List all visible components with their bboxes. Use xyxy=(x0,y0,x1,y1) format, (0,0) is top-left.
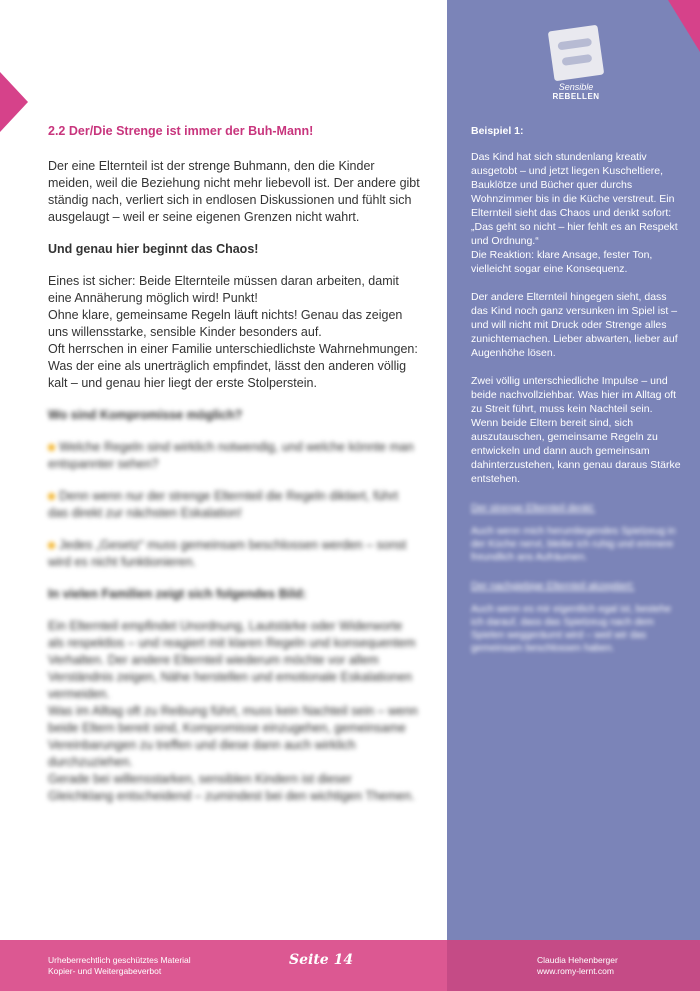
corner-decoration xyxy=(668,0,700,52)
subheading-compromise: Wo sind Kompromisse möglich? xyxy=(48,408,243,422)
example-paragraph-1: Das Kind hat sich stundenlang kreativ ausgetobt – und jetzt liegen Kuscheltiere, Bauklötze und Bücher quer durchs Wohnzimmer bis in die Küche verstreut. Ein Elternteil sieht das Chaos und denkt sofort: „Das geht so nicht – hier fehlt es an Respekt und Ordnung.“ xyxy=(471,151,678,247)
page-footer xyxy=(0,940,700,991)
paragraph-perceptions: Oft herrschen in einer Familie unterschiedlichste Wahrnehmungen: Was der eine als unerträglich empfindet, lässt den anderen völlig kalt – und genau hier liegt der erste Stolperstein. xyxy=(48,342,418,390)
main-content xyxy=(48,123,420,805)
copyright-line1: Urheberrechtlich geschütztes Material xyxy=(48,955,191,965)
subheading-families: In vielen Familien zeigt sich folgendes Bild: xyxy=(48,587,307,601)
left-arrow-decoration xyxy=(0,72,28,132)
author-name: Claudia Hehenberger xyxy=(537,955,618,965)
bullet-dot-icon xyxy=(48,444,55,451)
copyright-line2: Kopier- und Weitergabeverbot xyxy=(48,966,162,976)
lenient-parent-text: Auch wenn es mir eigentlich egal ist, bestehe ich darauf, dass das Spielzeug nach dem Spielen weggeräumt wird – weil wir das gemeinsam beschlossen haben. xyxy=(471,604,672,654)
logo-line1: Sensible xyxy=(558,82,594,92)
bullet-text-3: Jedes „Gesetz“ muss gemeinsam beschlossen werden – sonst wird es nicht funktionieren. xyxy=(48,538,407,569)
section-heading: 2.2 Der/Die Strenge ist immer der Buh-Mann! xyxy=(48,124,314,138)
bullet-dot-icon xyxy=(48,493,55,500)
paragraph-families: Ein Elternteil empfindet Unordnung, Lautstärke oder Widerworte als respektlos – und reagiert mit klaren Regeln und konsequentem Verhalten. Der andere Elternteil wiederum möchte vor allem Verständnis zeigen, Nähe herstellen und emotionale Eskalationen vermeiden. xyxy=(48,619,416,701)
example-paragraph-2: Der andere Elternteil hingegen sieht, dass das Kind noch ganz versunken im Spiel ist – und will nicht mit Druck oder Strenge alles zunichtemachen. Lieber abwarten, lieber auf Augenhöhe lösen. xyxy=(471,291,678,359)
example-reaction: Die Reaktion: klare Ansage, fester Ton, vielleicht sogar eine Konsequenz. xyxy=(471,249,653,275)
sidebar-content xyxy=(471,124,681,655)
strict-parent-text: Auch wenn mich herumliegendes Spielzeug in der Küche nervt, bleibe ich ruhig und erinnere freundlich ans Aufräumen. xyxy=(471,526,676,563)
lenient-parent-heading: Der nachgiebige Elternteil akzeptiert: xyxy=(471,581,635,592)
page-number: Seite 14 xyxy=(289,952,354,968)
subheading-chaos: Und genau hier beginnt das Chaos! xyxy=(48,242,259,256)
paragraph-strong-willed: Gerade bei willensstarken, sensiblen Kindern ist dieser Gleichklang entscheidend – zumindest bei den wichtigen Themen. xyxy=(48,772,415,803)
strict-parent-heading: Der strenge Elternteil denkt: xyxy=(471,503,595,514)
author-website: www.romy-lernt.com xyxy=(537,966,614,976)
copyright-notice xyxy=(48,955,191,977)
blurred-sidebar-section xyxy=(471,502,681,655)
paragraph-rules: Ohne klare, gemeinsame Regeln läuft nichts! Genau das zeigen uns willensstarke, sensible Kinder besonders auf. xyxy=(48,308,403,339)
bullet-item-3 xyxy=(48,537,420,571)
example-heading: Beispiel 1: xyxy=(471,125,524,137)
paragraph-everyday: Was im Alltag oft zu Reibung führt, muss kein Nachteil sein – wenn beide Eltern bereit sind, Kompromisse einzugehen, gemeinsame Vereinbarungen zu treffen und diese dann auch wirklich durchzuziehen. xyxy=(48,704,418,769)
blurred-section xyxy=(48,407,420,805)
bullet-dot-icon xyxy=(48,542,55,549)
bullet-item-1 xyxy=(48,439,420,473)
bullet-text-1: Welche Regeln sind wirklich notwendig, und welche könnte man entspannter sehen? xyxy=(48,440,414,471)
logo-line2: REBELLEN xyxy=(552,92,600,101)
paragraph-sure: Eines ist sicher: Beide Elternteile müssen daran arbeiten, damit eine Annäherung möglich wird! Punkt! xyxy=(48,274,399,305)
author-info xyxy=(537,955,618,977)
sensible-rebellen-logo xyxy=(548,28,604,100)
example-paragraph-3: Zwei völlig unterschiedliche Impulse – und beide nachvollziehbar. Was hier im Alltag oft zu Streit führt, muss kein Nachteil sein. Wenn beide Eltern bereit sind, sich auszutauschen, gemeinsame Regeln zu entwickeln und dann auch gemeinsam dahinterzustehen, kann genau daraus Stärke entstehen. xyxy=(471,375,681,485)
bullet-text-2: Denn wenn nur der strenge Elternteil die Regeln diktiert, führt das direkt zur nächsten Eskalation! xyxy=(48,489,399,520)
intro-paragraph: Der eine Elternteil ist der strenge Buhmann, den die Kinder meiden, weil die Beziehung nicht mehr liebevoll ist. Der andere gibt ständig nach, verliert sich in endlosen Diskussionen und fühlt sich ausgelaugt – weil er seine eigenen Grenzen nicht wahrt. xyxy=(48,159,420,224)
logo-icon xyxy=(548,25,604,81)
bullet-item-2 xyxy=(48,488,420,522)
